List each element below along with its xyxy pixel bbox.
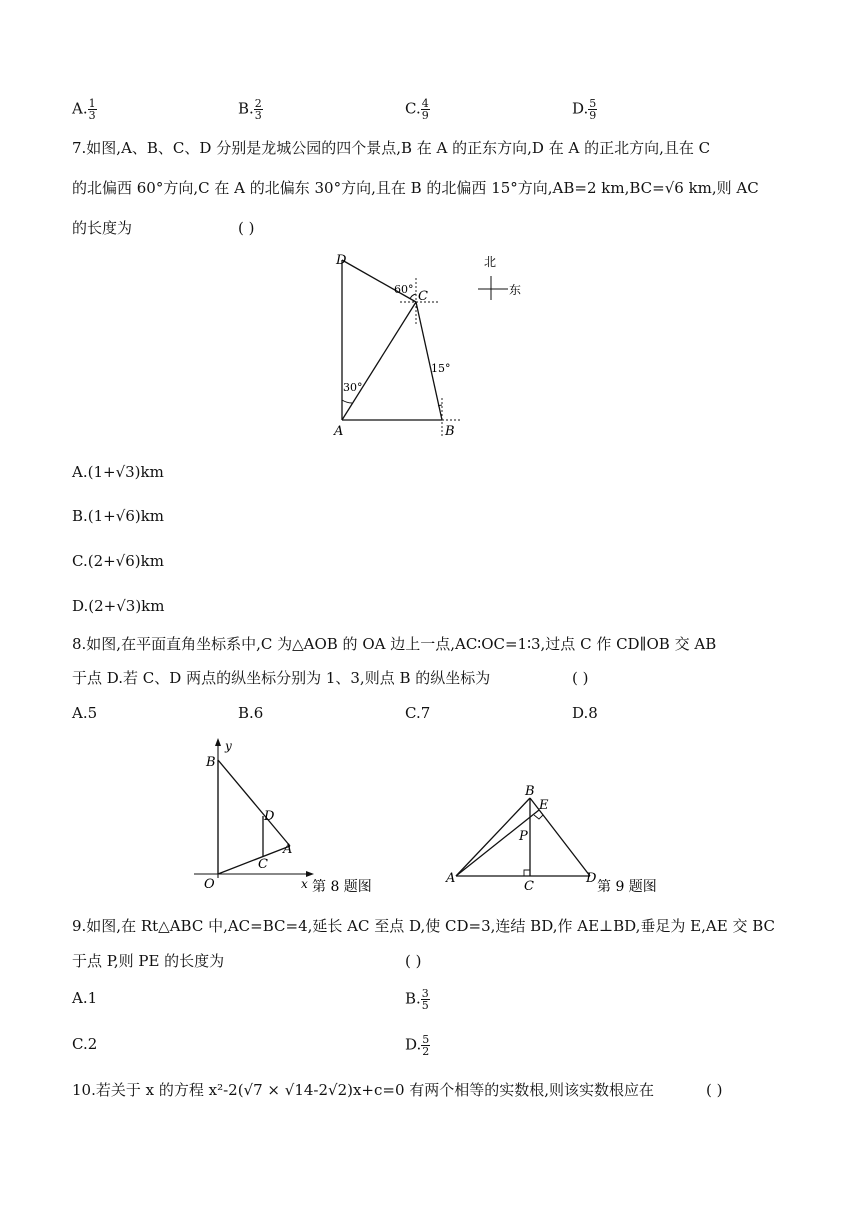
q6-option-c: C. $\frac{4}{9}$ <box>405 97 429 122</box>
label-x: x <box>301 877 308 891</box>
q9-option-b: B. $\frac{3}{5}$ <box>405 987 429 1012</box>
q10-stem: 10.若关于 x 的方程 x²-2(√7 × √14-2√2)x+c=0 有两个相等的实数根,则该实数根应在 <box>72 1081 655 1099</box>
label-d: D <box>586 871 597 886</box>
label-d: D <box>336 253 347 268</box>
q9-option-a: A.1 <box>72 989 98 1007</box>
q8-stem-line1: 8.如图,在平面直角坐标系中,C 为△AOB 的 OA 边上一点,AC∶OC=1∶3,过点 C 作 CD∥OB 交 AB <box>72 635 717 653</box>
q7-stem-line1: 7.如图,A、B、C、D 分别是龙城公园的四个景点,B 在 A 的正东方向,D 在 A 的正北方向,且在 C <box>72 139 711 157</box>
q8-stem-line2: 于点 D.若 C、D 两点的纵坐标分别为 1、3,则点 B 的纵坐标为 <box>72 669 491 687</box>
q9-answer-paren: ( ) <box>405 952 422 970</box>
q7-figure <box>330 248 530 444</box>
label-b: B <box>525 784 535 799</box>
q7-option-d: D.(2+√3)km <box>72 597 165 615</box>
q9-figure-caption: 第 9 题图 <box>597 879 657 895</box>
q7-option-c: C.(2+√6)km <box>72 552 164 570</box>
label-d: D <box>264 809 275 824</box>
q7-option-a: A.(1+√3)km <box>72 463 164 481</box>
y-axis-arrow <box>215 738 221 746</box>
q7-option-b: B.(1+√6)km <box>72 507 165 525</box>
q9-stem-line1: 9.如图,在 Rt△ABC 中,AC=BC=4,延长 AC 至点 D,使 CD=3,连结 BD,作 AE⊥BD,垂足为 E,AE 交 BC <box>72 917 775 935</box>
segment-ba <box>218 760 290 846</box>
compass-north-label: 北 <box>484 255 497 269</box>
q7-answer-paren: ( ) <box>238 219 255 237</box>
q8-figure <box>190 736 390 896</box>
label-p: P <box>519 829 528 844</box>
label-c: C <box>258 857 268 872</box>
q8-option-b: B.6 <box>238 704 264 722</box>
q8-option-c: C.7 <box>405 704 431 722</box>
label-a: A <box>334 424 344 439</box>
q8-option-a: A.5 <box>72 704 98 722</box>
label-y: y <box>225 739 232 753</box>
q7-stem-line2: 的北偏西 60°方向,C 在 A 的北偏东 30°方向,且在 B 的北偏西 15°方向,AB=2 km,BC=√6 km,则 AC <box>72 179 759 197</box>
label-angle-30: 30° <box>343 381 363 394</box>
q9-option-c: C.2 <box>72 1035 98 1053</box>
q6-option-b: B. $\frac{2}{3}$ <box>238 97 262 122</box>
label-c: C <box>418 289 428 304</box>
q10-answer-paren: ( ) <box>706 1081 723 1099</box>
right-angle-c <box>524 870 530 876</box>
q8-option-d: D.8 <box>572 704 598 722</box>
segment-cb <box>416 302 442 420</box>
q6-option-a: A. $\frac{1}{3}$ <box>72 97 96 122</box>
q8-figure-caption: 第 8 题图 <box>312 879 372 895</box>
compass-east-label: 东 <box>509 283 522 297</box>
label-o: O <box>204 877 215 892</box>
label-b: B <box>445 424 455 439</box>
segment-oa <box>218 846 290 874</box>
q9-option-d: D. $\frac{5}{2}$ <box>405 1033 430 1058</box>
q9-figure <box>440 782 680 898</box>
q8-answer-paren: ( ) <box>572 669 589 687</box>
label-angle-60: 60° <box>394 283 414 296</box>
right-angle-e <box>534 815 543 819</box>
label-b: B <box>206 755 216 770</box>
label-a: A <box>446 871 456 886</box>
label-e: E <box>539 798 549 813</box>
q9-stem-line2: 于点 P,则 PE 的长度为 <box>72 952 225 970</box>
angle-arc-a <box>342 400 352 403</box>
segment-ac <box>342 302 416 420</box>
q7-stem-line3: 的长度为 <box>72 219 133 237</box>
label-c: C <box>524 879 534 894</box>
q6-option-d: D. $\frac{5}{9}$ <box>572 97 597 122</box>
label-a: A <box>283 842 293 857</box>
label-angle-15: 15° <box>431 362 451 375</box>
